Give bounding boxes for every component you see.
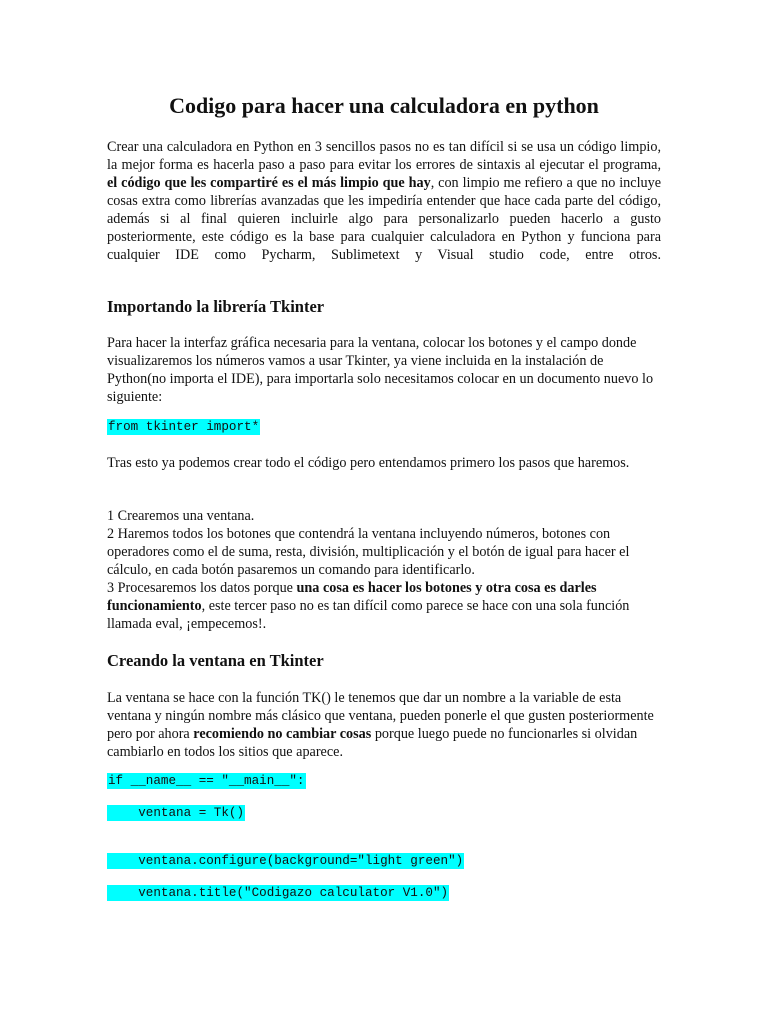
step-3-text-a: 3 Procesaremos los datos porque [107,580,297,596]
section1-paragraph: Para hacer la interfaz gráfica necesaria para la ventana, colocar los botones y el campo donde visualizaremos los números vamos a usar Tkinter, ya viene incluida en la instalación de Python(no importa el IDE), para importarla solo necesitamos colocar en un documento nuevo lo siguiente: [107,335,654,405]
step-1: 1 Crearemos una ventana. [107,508,255,524]
section1-after: Tras esto ya podemos crear todo el código pero entendamos primero los pasos que haremos. [107,455,630,471]
step-3-bold: una cosa es hacer los botones y otra cosa es darles funcionamiento [107,580,597,614]
code-import: from tkinter import* [108,420,260,434]
step-3 [107,579,661,633]
section-heading-tkinter: Importando la librería Tkinter [107,297,325,316]
code-ventana-tk: ventana = Tk() [108,806,245,820]
section2-text-a: La ventana se hace con la función TK() le tenemos que dar un nombre a la variable de esta ventana y ningún nombre más clásico que ventana, pueden ponerle el que gusten posteriormente pero por ahora [107,690,654,742]
code-main-check: if __name__ == "__main__": [108,774,305,788]
intro-text-1: Crear una calculadora en Python en 3 sencillos pasos no es tan difícil si se usa un código limpio, la mejor forma es hacerla paso a paso para evitar los errores de sintaxis al ejecutar el programa, [107,139,661,173]
code-title: ventana.title("Codigazo calculator V1.0") [108,886,449,900]
section-heading-ventana: Creando la ventana en Tkinter [107,651,324,670]
section2-text-b: porque luego puede no funcionarles si olvidan cambiarlo en todos los sitios que aparece. [107,726,638,760]
section2-bold: recomiendo no cambiar cosas [193,726,372,742]
intro-paragraph [107,138,661,264]
step-2: 2 Haremos todos los botones que contendrá la ventana incluyendo números, botones con operadores como el de suma, resta, división, multiplicación y el botón de igual para hacer el cálculo, en cada botón pasaremos un comando para identificarlo. [107,526,630,578]
code-configure: ventana.configure(background="light green") [108,854,464,868]
intro-text-2: , con limpio me refiero a que no incluye cosas extra como librerías avanzadas que les impediría entender que hace cada parte del código, además si al final quieren incluirle algo para personalizarlo pueden hacerlo a gusto posteriormente, este código es la base para cualquier calculadora en Python y funciona para cualquier IDE como Pycharm, Sublimetext y Visual studio code, entre otros. [107,175,661,263]
document-title: Codigo para hacer una calculadora en python [169,93,599,118]
section2-paragraph [107,689,661,761]
step-3-text-b: , este tercer paso no es tan difícil como parece se hace con una sola función llamada eval, ¡empecemos!. [107,598,630,632]
intro-bold: el código que les compartiré es el más limpio que hay [107,175,431,191]
